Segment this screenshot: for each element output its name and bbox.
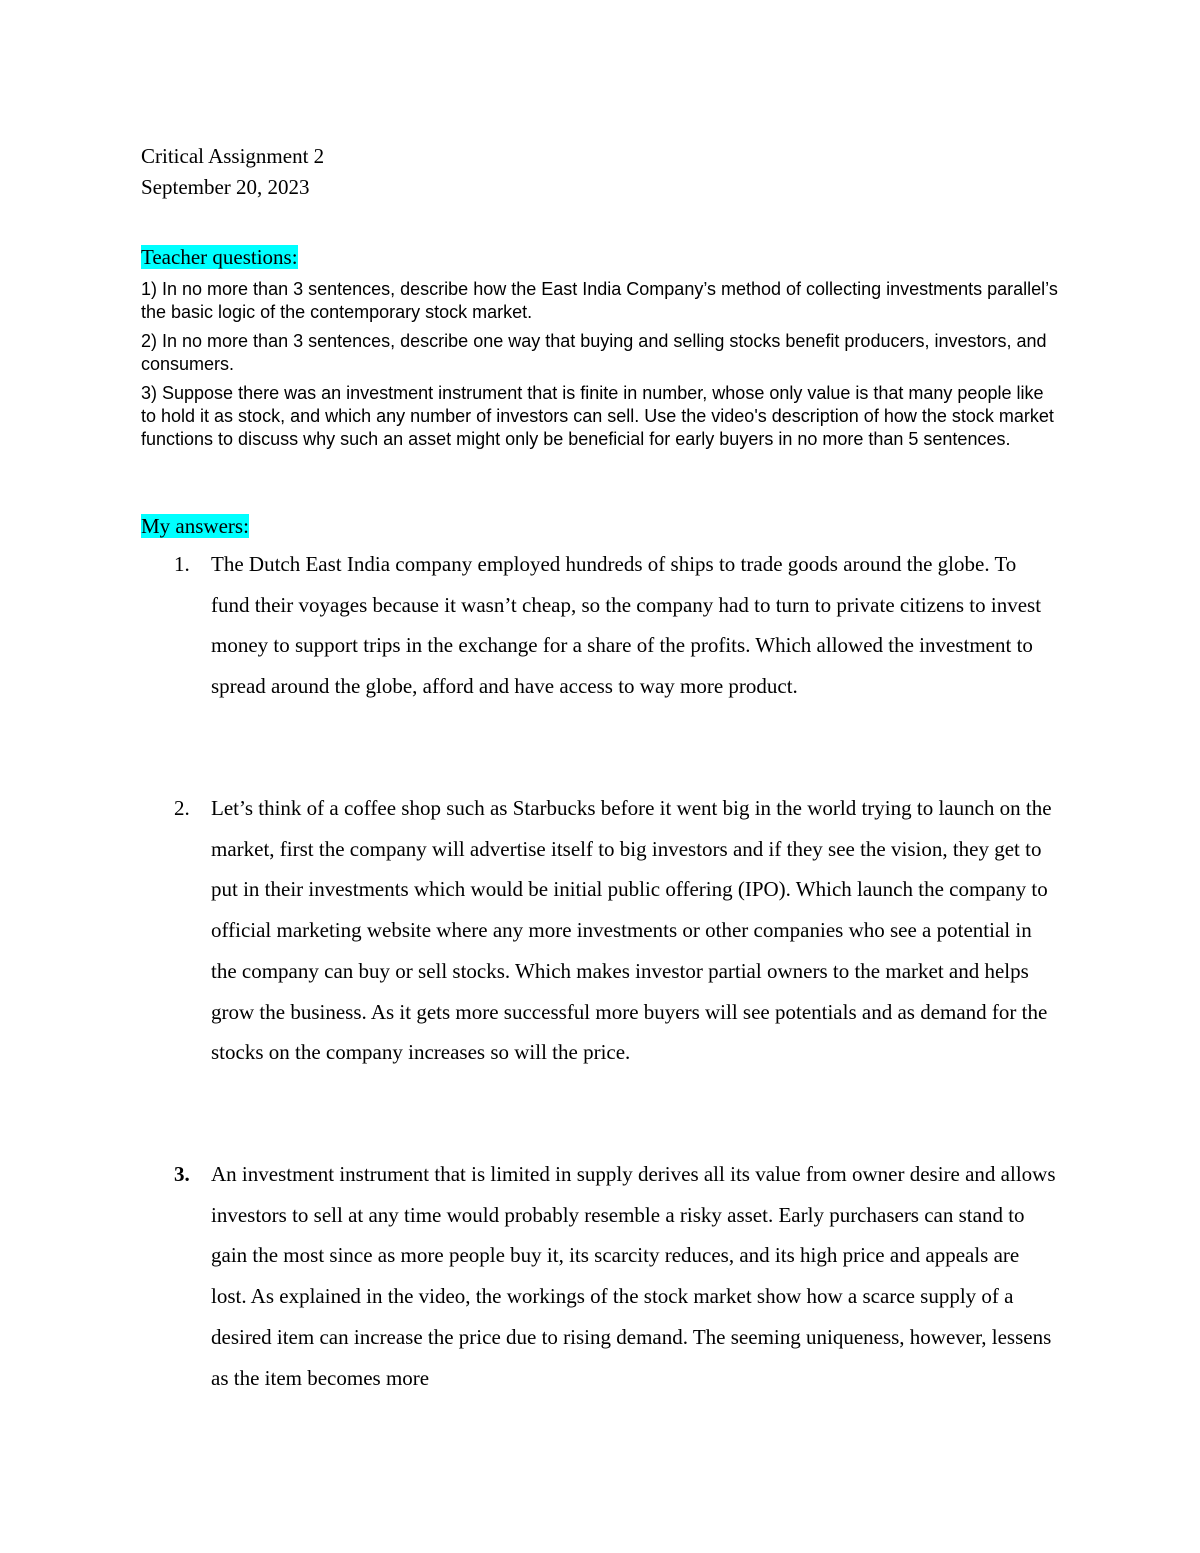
- teacher-questions-heading: [141, 244, 298, 270]
- my-answers-heading: [141, 513, 249, 539]
- answer-text-3: An investment instrument that is limited in supply derives all its value from owner desire and allows investors to sell at any time would probably resemble a risky asset. Early purchasers can stand to gain the most since as more people buy it, its scarcity reduces, and its high price and appeals are lost. As explained in the video, the workings of the stock market show how a scarce supply of a desired item can increase the price due to rising demand. The seeming uniqueness, however, lessens as the item becomes more: [211, 1162, 1056, 1390]
- document-date: September 20, 2023: [141, 175, 310, 199]
- teacher-question-3: 3) Suppose there was an investment instrument that is finite in number, whose only value is that many people like to hold it as stock, and which any number of investors can sell. Use the video's description of how the stock market functions to discuss why such an asset might only be beneficial for early buyers in no more than 5 sentences.: [141, 383, 1054, 449]
- answer-text-1: The Dutch East India company employed hundreds of ships to trade goods around the globe. To fund their voyages because it wasn’t cheap, so the company had to turn to private citizens to invest money to support trips in the exchange for a share of the profits. Which allowed the investment to spread around the globe, afford and have access to way more product.: [211, 552, 1042, 699]
- answer-number-1: 1.: [174, 552, 190, 576]
- answer-number-2: 2.: [174, 796, 190, 820]
- teacher-question-2: 2) In no more than 3 sentences, describe one way that buying and selling stocks benefit producers, investors, and consumers.: [141, 331, 1047, 374]
- my-answers-heading-text: My answers:: [141, 514, 249, 538]
- teacher-question-1: 1) In no more than 3 sentences, describe how the East India Company’s method of collecting investments parallel’s the basic logic of the contemporary stock market.: [141, 279, 1058, 322]
- document-title: Critical Assignment 2: [141, 144, 325, 168]
- answer-text-2: Let’s think of a coffee shop such as Starbucks before it went big in the world trying to launch on the market, first the company will advertise itself to big investors and if they see the vision, they get to put in their investments which would be initial public offering (IPO). Which launch the company to official marketing website where any more investments or other companies who see a potential in the company can buy or sell stocks. Which makes investor partial owners to the market and helps grow the business. As it gets more successful more buyers will see potentials and as demand for the stocks on the company increases so will the price.: [211, 796, 1052, 1065]
- teacher-questions-heading-text: Teacher questions:: [141, 245, 298, 269]
- answer-number-3: 3.: [174, 1162, 190, 1186]
